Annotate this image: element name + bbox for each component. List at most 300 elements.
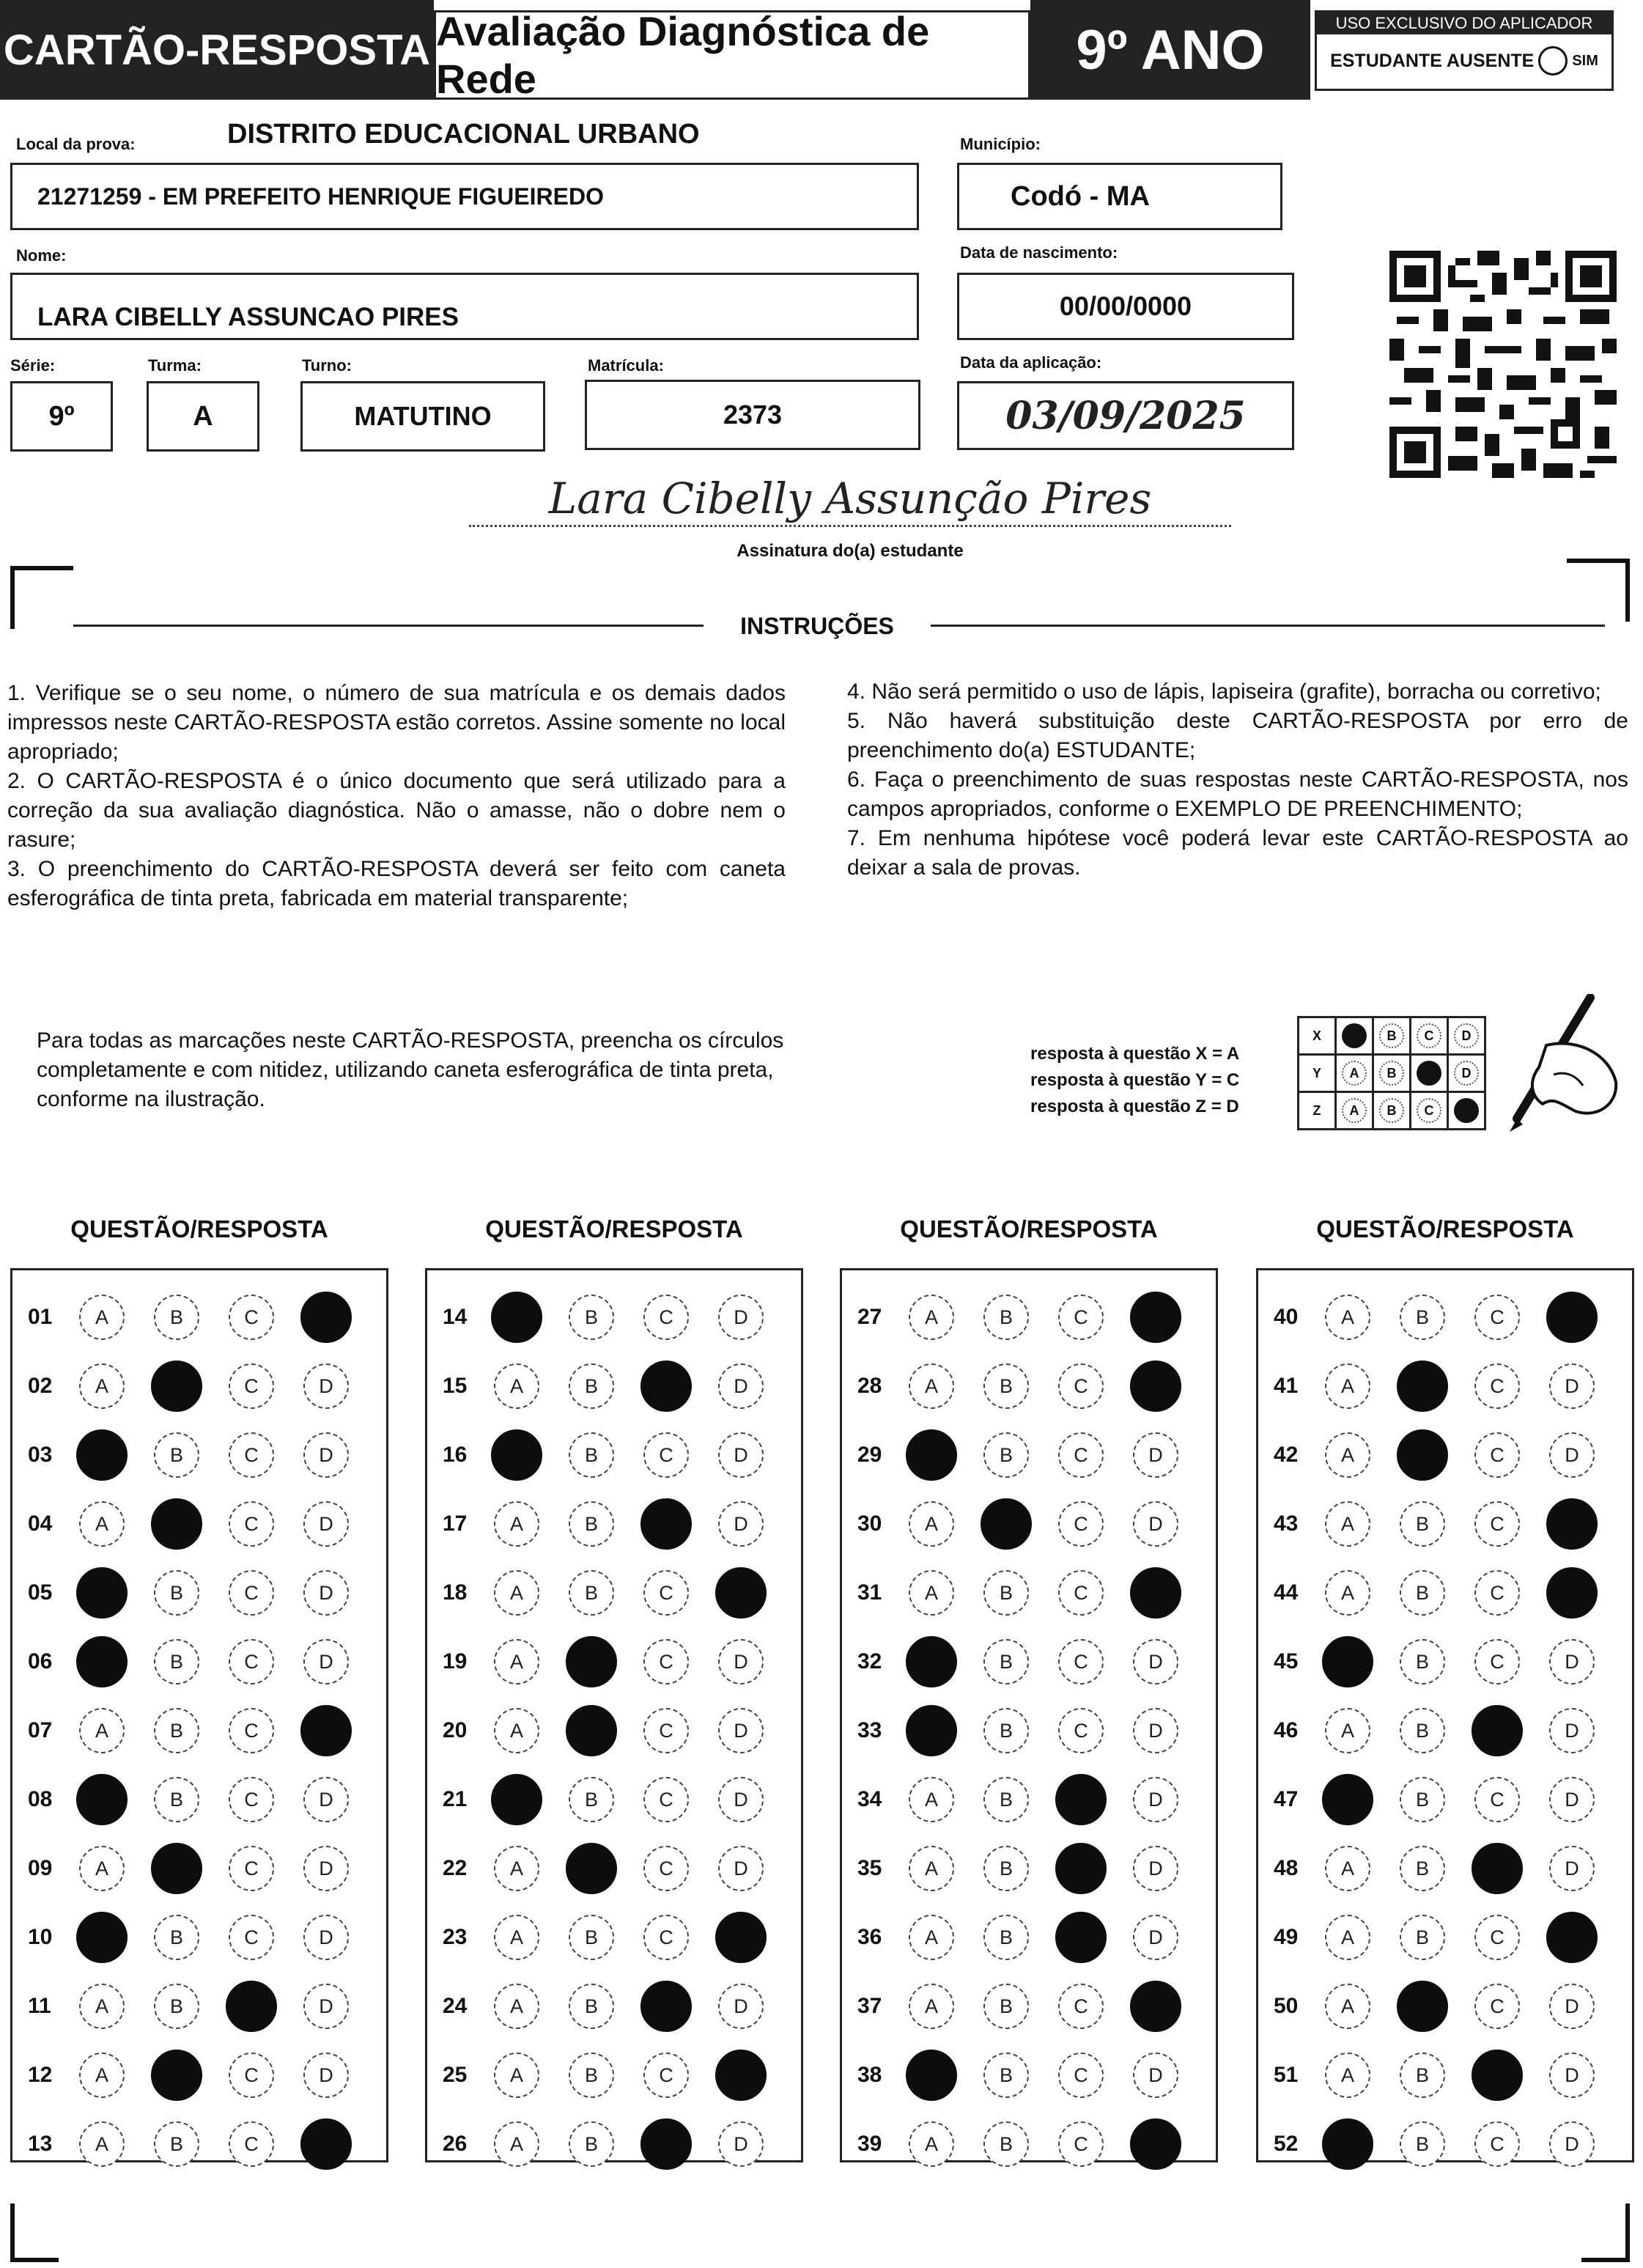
answer-row — [1262, 2042, 1624, 2108]
answer-bubble-a[interactable]: A — [1325, 1501, 1370, 1547]
answer-bubble-c[interactable]: C — [1474, 1295, 1520, 1340]
answer-row — [431, 1904, 793, 1970]
answer-bubble-c[interactable]: C — [1474, 1777, 1520, 1822]
answer-bubble-a[interactable]: A — [1322, 1774, 1373, 1825]
answer-bubble-b[interactable]: B — [1397, 1981, 1448, 2032]
answer-bubble-c[interactable]: C — [229, 1846, 274, 1891]
answer-bubble-b[interactable]: B — [569, 1432, 614, 1478]
answer-bubble-c[interactable]: C — [1474, 2121, 1520, 2167]
answer-bubble-d[interactable]: D — [1133, 2052, 1178, 2098]
example-cell — [1373, 1017, 1411, 1055]
answer-row — [16, 1836, 378, 1901]
question-number: 46 — [1274, 1718, 1299, 1742]
answer-bubble-d[interactable]: D — [1133, 1501, 1178, 1547]
answer-bubble-c[interactable]: C — [226, 1981, 277, 2032]
answer-bubble-b[interactable]: B — [151, 1498, 202, 1550]
question-number: 25 — [443, 2063, 468, 2087]
serie-field: 9º — [10, 381, 113, 452]
answer-column-title: QUESTÃO/RESPOSTA — [70, 1215, 328, 1242]
answer-bubble-d[interactable]: D — [303, 1639, 349, 1685]
answer-bubble-d[interactable]: D — [1130, 1981, 1181, 2032]
question-number: 33 — [857, 1718, 882, 1742]
answer-row — [1262, 1836, 1624, 1901]
answer-bubble-a[interactable]: A — [76, 1567, 128, 1619]
answer-bubble-a[interactable]: A — [494, 1501, 539, 1547]
turma-label: Turma: — [148, 356, 202, 375]
answer-row — [431, 2111, 793, 2177]
answer-bubble-d[interactable]: D — [303, 1363, 349, 1409]
answer-bubble-d[interactable]: D — [300, 1292, 352, 1343]
question-number: 51 — [1274, 2063, 1299, 2087]
answer-bubble-c[interactable]: C — [229, 1501, 274, 1547]
answer-bubble-b[interactable]: B — [983, 1295, 1029, 1340]
answer-bubble-d[interactable]: D — [1133, 1432, 1178, 1478]
answer-bubble-b[interactable]: B — [981, 1498, 1032, 1550]
answer-bubble-b[interactable]: B — [154, 1915, 199, 1960]
question-number: 24 — [443, 1994, 468, 2018]
answer-bubble-c[interactable]: C — [1474, 1915, 1520, 1960]
answer-bubble-b[interactable]: B — [569, 2121, 614, 2167]
answer-bubble-c[interactable]: C — [1472, 2050, 1523, 2101]
answer-bubble-c[interactable]: C — [1058, 1295, 1104, 1340]
answer-bubble-a[interactable]: A — [1325, 1570, 1370, 1616]
aplicacao-date: 03/09/2025 — [1005, 393, 1246, 438]
answer-bubble-d[interactable]: D — [718, 1984, 764, 2029]
answer-bubble-d[interactable]: D — [718, 1846, 764, 1891]
answer-bubble-b[interactable]: B — [154, 1984, 199, 2029]
answer-bubble-c[interactable]: C — [1472, 1843, 1523, 1894]
answer-bubble-a[interactable]: A — [494, 1984, 539, 2029]
answer-bubble-c[interactable]: C — [643, 1639, 689, 1685]
answer-row — [431, 1422, 793, 1488]
answer-bubble-a[interactable]: A — [79, 1708, 125, 1753]
answer-bubble-a[interactable]: A — [76, 1636, 128, 1687]
answer-bubble-b[interactable]: B — [983, 1432, 1029, 1478]
answer-bubble-b[interactable]: B — [1400, 2052, 1445, 2098]
example-cell — [1411, 1092, 1448, 1130]
answer-bubble-d[interactable]: D — [1546, 1567, 1598, 1619]
answer-bubble-b[interactable]: B — [151, 2050, 202, 2101]
answer-bubble-a[interactable]: A — [494, 2052, 539, 2098]
answer-bubble-c[interactable]: C — [229, 2121, 274, 2167]
question-number: 29 — [857, 1443, 882, 1467]
answer-bubble-b[interactable]: B — [983, 2052, 1029, 2098]
answer-bubble-a[interactable]: A — [1325, 1708, 1370, 1753]
answer-bubble-d[interactable]: D — [1549, 1432, 1595, 1478]
answer-row — [846, 2111, 1208, 2177]
question-number: 09 — [28, 1856, 53, 1880]
answer-bubble-a[interactable]: A — [79, 1501, 125, 1547]
answer-bubble-c[interactable]: C — [1474, 1570, 1520, 1616]
answer-bubble-d[interactable]: D — [1133, 1639, 1178, 1685]
example-bubble-d: D — [1454, 1098, 1479, 1123]
answer-bubble-d[interactable]: D — [303, 2052, 349, 2098]
answer-bubble-d[interactable]: D — [303, 1777, 349, 1822]
answer-bubble-a[interactable]: A — [909, 1846, 954, 1891]
answer-bubble-d[interactable]: D — [1130, 1292, 1181, 1343]
answer-bubble-b[interactable]: B — [154, 1432, 199, 1478]
answer-bubble-c[interactable]: C — [229, 1570, 274, 1616]
answer-bubble-c[interactable]: C — [1058, 2052, 1104, 2098]
answer-bubble-b[interactable]: B — [569, 2052, 614, 2098]
answer-bubble-c[interactable]: C — [1058, 1363, 1104, 1409]
answer-bubble-b[interactable]: B — [1400, 1915, 1445, 1960]
answer-bubble-c[interactable]: C — [1474, 1501, 1520, 1547]
answer-bubble-a[interactable]: A — [79, 1846, 125, 1891]
example-cell — [1336, 1092, 1373, 1130]
answer-bubble-a[interactable]: A — [909, 1915, 954, 1960]
answer-bubble-a[interactable]: A — [76, 1774, 128, 1825]
answer-bubble-c[interactable]: C — [643, 2052, 689, 2098]
example-cell — [1411, 1017, 1448, 1055]
signature-label: Assinatura do(a) estudante — [736, 541, 964, 561]
answer-bubble-a[interactable]: A — [909, 1984, 954, 2029]
answer-bubble-b[interactable]: B — [569, 1570, 614, 1616]
answer-bubble-b[interactable]: B — [1397, 1361, 1448, 1412]
answer-bubble-c[interactable]: C — [1058, 1639, 1104, 1685]
answer-row — [1262, 1560, 1624, 1626]
answer-bubble-a[interactable]: A — [494, 1570, 539, 1616]
answer-bubble-b[interactable]: B — [1400, 1777, 1445, 1822]
answer-bubble-a[interactable]: A — [909, 1295, 954, 1340]
answer-bubble-b[interactable]: B — [569, 1363, 614, 1409]
question-number: 19 — [443, 1649, 468, 1674]
answer-bubble-a[interactable]: A — [79, 1984, 125, 2029]
answer-bubble-b[interactable]: B — [983, 2121, 1029, 2167]
example-row-label: Z — [1299, 1092, 1336, 1130]
answer-bubble-d[interactable]: D — [1549, 2121, 1595, 2167]
answer-bubble-c[interactable]: C — [643, 1777, 689, 1822]
answer-bubble-b[interactable]: B — [983, 1984, 1029, 2029]
answer-row — [846, 1836, 1208, 1901]
answer-bubble-b[interactable]: B — [983, 1708, 1029, 1753]
answer-row — [431, 1560, 793, 1626]
answer-bubble-a[interactable]: A — [76, 1429, 128, 1481]
absent-label: ESTUDANTE AUSENTE — [1330, 50, 1535, 71]
answer-bubble-c[interactable]: C — [229, 1639, 274, 1685]
nascimento-field: 00/00/0000 — [957, 273, 1294, 340]
question-number: 35 — [857, 1856, 882, 1880]
instructions-left — [7, 679, 786, 913]
question-number: 34 — [857, 1787, 882, 1811]
answer-bubble-b[interactable]: B — [1397, 1429, 1448, 1481]
answer-bubble-d[interactable]: D — [1130, 2118, 1181, 2170]
corner-mark-bottom-left — [10, 2203, 59, 2262]
answer-row — [846, 2042, 1208, 2108]
question-number: 50 — [1274, 1994, 1299, 2018]
answer-bubble-b[interactable]: B — [154, 1777, 199, 1822]
answer-bubble-b[interactable]: B — [1400, 1639, 1445, 1685]
answer-bubble-a[interactable]: A — [909, 1363, 954, 1409]
answer-bubble-d[interactable]: D — [718, 1501, 764, 1547]
answer-bubble-d[interactable]: D — [303, 1984, 349, 2029]
answer-bubble-c[interactable]: C — [1058, 1708, 1104, 1753]
question-number: 31 — [857, 1580, 882, 1605]
answer-bubble-b[interactable]: B — [151, 1361, 202, 1412]
answer-row — [16, 1698, 378, 1764]
example-cell — [1336, 1017, 1373, 1055]
answer-bubble-d[interactable]: D — [718, 1708, 764, 1753]
answer-bubble-a[interactable]: A — [906, 1636, 957, 1687]
answer-row — [846, 1698, 1208, 1764]
answer-row — [16, 1973, 378, 2039]
answer-column-title: QUESTÃO/RESPOSTA — [485, 1215, 743, 1242]
answer-bubble-d[interactable]: D — [1546, 1498, 1598, 1550]
answer-bubble-b[interactable]: B — [983, 1915, 1029, 1960]
answer-row — [16, 1491, 378, 1557]
question-number: 27 — [857, 1305, 882, 1329]
answer-row — [16, 2042, 378, 2108]
answer-bubble-a[interactable]: A — [494, 1846, 539, 1891]
answer-bubble-c[interactable]: C — [229, 1708, 274, 1753]
answer-bubble-a[interactable]: A — [906, 1705, 957, 1756]
answer-bubble-a[interactable]: A — [909, 2121, 954, 2167]
answer-bubble-b[interactable]: B — [983, 1363, 1029, 1409]
answer-bubble-a[interactable]: A — [1325, 1984, 1370, 2029]
answer-bubble-c[interactable]: C — [1055, 1774, 1107, 1825]
answer-bubble-b[interactable]: B — [151, 1843, 202, 1894]
answer-bubble-d[interactable]: D — [1130, 1567, 1181, 1619]
answer-bubble-a[interactable]: A — [79, 2121, 125, 2167]
question-number: 10 — [28, 1925, 53, 1949]
answer-bubble-b[interactable]: B — [569, 1984, 614, 2029]
answer-bubble-b[interactable]: B — [154, 1570, 199, 1616]
answer-bubble-a[interactable]: A — [494, 1915, 539, 1960]
question-number: 21 — [443, 1787, 468, 1811]
answer-bubble-b[interactable]: B — [154, 1708, 199, 1753]
answer-bubble-c[interactable]: C — [1058, 1501, 1104, 1547]
answer-bubble-a[interactable]: A — [1322, 2118, 1373, 2170]
answer-bubble-d[interactable]: D — [1549, 1639, 1595, 1685]
answer-row — [431, 1491, 793, 1557]
answer-bubble-d[interactable]: D — [718, 1295, 764, 1340]
answer-bubble-c[interactable]: C — [1472, 1705, 1523, 1756]
question-number: 12 — [28, 2063, 53, 2087]
answer-bubble-c[interactable]: C — [229, 1915, 274, 1960]
answer-bubble-d[interactable]: D — [718, 1432, 764, 1478]
answer-row — [16, 1422, 378, 1488]
question-number: 11 — [28, 1994, 51, 2018]
answer-bubble-d[interactable]: D — [303, 1432, 349, 1478]
answer-bubble-c[interactable]: C — [640, 2118, 692, 2170]
answer-bubble-a[interactable]: A — [494, 1639, 539, 1685]
municipio-label: Município: — [960, 135, 1041, 153]
answer-bubble-c[interactable]: C — [643, 1915, 689, 1960]
answer-row — [431, 1629, 793, 1695]
example-row-label: Y — [1299, 1055, 1336, 1092]
answer-bubble-b[interactable]: B — [154, 1639, 199, 1685]
answer-bubble-a[interactable]: A — [494, 2121, 539, 2167]
instruction-2: 2. O CARTÃO-RESPOSTA é o único documento que será utilizado para a correção da sua avaliação diagnóstica. Não o amasse, não o dobre nem o rasure; — [7, 769, 786, 852]
answer-bubble-b[interactable]: B — [566, 1636, 617, 1687]
question-number: 39 — [857, 2132, 882, 2156]
answer-bubble-c[interactable]: C — [1474, 1639, 1520, 1685]
answer-bubble-d[interactable]: D — [1549, 1846, 1595, 1891]
answer-row — [1262, 1904, 1624, 1970]
answer-bubble-d[interactable]: D — [718, 1363, 764, 1409]
example-cell — [1411, 1055, 1448, 1092]
answer-bubble-d[interactable]: D — [1133, 1846, 1178, 1891]
example-cell — [1373, 1092, 1411, 1130]
answer-row — [16, 1904, 378, 1970]
answer-bubble-d[interactable]: D — [303, 1846, 349, 1891]
answer-bubble-a[interactable]: A — [1325, 1363, 1370, 1409]
answer-bubble-c[interactable]: C — [229, 1363, 274, 1409]
answer-row — [1262, 1353, 1624, 1419]
answer-bubble-d[interactable]: D — [715, 1912, 767, 1963]
answer-row — [16, 1284, 378, 1350]
answer-bubble-b[interactable]: B — [569, 1295, 614, 1340]
question-number: 52 — [1274, 2132, 1299, 2156]
answer-bubble-a[interactable]: A — [79, 1295, 125, 1340]
answer-bubble-a[interactable]: A — [909, 1570, 954, 1616]
answer-bubble-a[interactable]: A — [79, 1363, 125, 1409]
answer-bubble-d[interactable]: D — [1133, 1708, 1178, 1753]
answer-bubble-c[interactable]: C — [1058, 1570, 1104, 1616]
answer-bubble-a[interactable]: A — [1325, 2052, 1370, 2098]
answer-bubble-c[interactable]: C — [643, 1432, 689, 1478]
answer-bubble-a[interactable]: A — [909, 1777, 954, 1822]
answer-bubble-a[interactable]: A — [491, 1292, 542, 1343]
answer-row — [846, 1422, 1208, 1488]
answer-bubble-d[interactable]: D — [718, 1777, 764, 1822]
answer-row — [431, 1836, 793, 1901]
answer-bubble-d[interactable]: D — [1549, 1363, 1595, 1409]
answer-bubble-c[interactable]: C — [643, 1295, 689, 1340]
answer-bubble-b[interactable]: B — [154, 2121, 199, 2167]
answer-bubble-d[interactable]: D — [715, 2050, 767, 2101]
answer-bubble-b[interactable]: B — [1400, 1501, 1445, 1547]
question-number: 18 — [443, 1580, 468, 1605]
answer-bubble-a[interactable]: A — [1325, 1915, 1370, 1960]
absent-checkbox[interactable] — [1538, 46, 1568, 76]
answer-bubble-b[interactable]: B — [1400, 1846, 1445, 1891]
answer-bubble-c[interactable]: C — [229, 1432, 274, 1478]
example-bubble-d: D — [1454, 1061, 1479, 1086]
answer-bubble-c[interactable]: C — [1474, 1984, 1520, 2029]
answer-bubble-a[interactable]: A — [79, 2052, 125, 2098]
answer-bubble-b[interactable]: B — [983, 1639, 1029, 1685]
answer-bubble-a[interactable]: A — [906, 1429, 957, 1481]
example-legend — [1030, 1041, 1239, 1120]
question-number: 45 — [1274, 1649, 1299, 1674]
answer-bubble-b[interactable]: B — [569, 1915, 614, 1960]
answer-bubble-a[interactable]: A — [1325, 1295, 1370, 1340]
example-legend-z: resposta à questão Z = D — [1030, 1097, 1239, 1116]
student-signature: Lara Cibelly Assunção Pires — [548, 474, 1152, 523]
answer-row — [1262, 1629, 1624, 1695]
answer-bubble-c[interactable]: C — [229, 1295, 274, 1340]
answer-bubble-d[interactable]: D — [718, 2121, 764, 2167]
answer-bubble-d[interactable]: D — [303, 1915, 349, 1960]
answer-bubble-a[interactable]: A — [494, 1363, 539, 1409]
answer-bubble-b[interactable]: B — [1400, 1708, 1445, 1753]
answer-bubble-c[interactable]: C — [1474, 1432, 1520, 1478]
answer-bubble-a[interactable]: A — [76, 1912, 128, 1963]
answer-bubble-c[interactable]: C — [1058, 2121, 1104, 2167]
answer-bubble-d[interactable]: D — [1549, 1984, 1595, 2029]
answer-row — [1262, 2111, 1624, 2177]
answer-row — [846, 1973, 1208, 2039]
answer-bubble-b[interactable]: B — [983, 1777, 1029, 1822]
answer-bubble-a[interactable]: A — [491, 1429, 542, 1481]
answer-bubble-d[interactable]: D — [718, 1639, 764, 1685]
answer-bubble-c[interactable]: C — [1055, 1912, 1107, 1963]
answer-bubble-c[interactable]: C — [643, 1846, 689, 1891]
question-number: 03 — [28, 1443, 53, 1467]
answer-bubble-a[interactable]: A — [491, 1774, 542, 1825]
answer-bubble-b[interactable]: B — [566, 1705, 617, 1756]
answer-bubble-c[interactable]: C — [1058, 1984, 1104, 2029]
answer-bubble-d[interactable]: D — [300, 1705, 352, 1756]
answer-bubble-c[interactable]: C — [1474, 1363, 1520, 1409]
answer-bubble-a[interactable]: A — [909, 1501, 954, 1547]
answer-bubble-c[interactable]: C — [643, 1570, 689, 1616]
qr-code — [1389, 251, 1617, 478]
answer-bubble-a[interactable]: A — [1325, 1432, 1370, 1478]
answer-bubble-c[interactable]: C — [1055, 1843, 1107, 1894]
answer-bubble-d[interactable]: D — [715, 1567, 767, 1619]
corner-mark-bottom-right — [1581, 2203, 1630, 2262]
answer-bubble-d[interactable]: D — [1546, 1292, 1598, 1343]
answer-bubble-b[interactable]: B — [566, 1843, 617, 1894]
answer-bubble-d[interactable]: D — [1133, 1777, 1178, 1822]
answer-bubble-a[interactable]: A — [494, 1708, 539, 1753]
pen-hand-illustration — [1473, 994, 1620, 1141]
answer-bubble-d[interactable]: D — [1130, 1361, 1181, 1412]
answer-bubble-b[interactable]: B — [1400, 2121, 1445, 2167]
answer-bubble-b[interactable]: B — [569, 1777, 614, 1822]
answer-bubble-b[interactable]: B — [154, 1295, 199, 1340]
question-number: 47 — [1274, 1787, 1299, 1811]
matricula-label: Matrícula: — [588, 356, 664, 375]
answer-row — [431, 1698, 793, 1764]
answer-bubble-b[interactable]: B — [983, 1570, 1029, 1616]
answer-bubble-c[interactable]: C — [643, 1708, 689, 1753]
answer-bubble-a[interactable]: A — [1322, 1636, 1373, 1687]
answer-bubble-c[interactable]: C — [640, 1498, 692, 1550]
answer-bubble-a[interactable]: A — [1325, 1846, 1370, 1891]
answer-row — [16, 1629, 378, 1695]
answer-bubble-d[interactable]: D — [300, 2118, 352, 2170]
answer-bubble-c[interactable]: C — [229, 2052, 274, 2098]
answer-bubble-c[interactable]: C — [640, 1981, 692, 2032]
answer-bubble-d[interactable]: D — [1549, 2052, 1595, 2098]
answer-row — [16, 1767, 378, 1833]
answer-bubble-c[interactable]: C — [1058, 1432, 1104, 1478]
answer-bubble-d[interactable]: D — [303, 1501, 349, 1547]
answer-bubble-d[interactable]: D — [1546, 1912, 1598, 1963]
answer-bubble-c[interactable]: C — [229, 1777, 274, 1822]
answer-bubble-b[interactable]: B — [1400, 1570, 1445, 1616]
answer-bubble-d[interactable]: D — [1549, 1777, 1595, 1822]
answer-bubble-a[interactable]: A — [906, 2050, 957, 2101]
answer-bubble-d[interactable]: D — [303, 1570, 349, 1616]
answer-bubble-b[interactable]: B — [569, 1501, 614, 1547]
answer-bubble-b[interactable]: B — [983, 1846, 1029, 1891]
question-number: 04 — [28, 1512, 53, 1536]
question-number: 49 — [1274, 1925, 1299, 1949]
answer-bubble-b[interactable]: B — [1400, 1295, 1445, 1340]
answer-bubble-d[interactable]: D — [1133, 1915, 1178, 1960]
answer-row — [1262, 1491, 1624, 1557]
answer-row — [846, 1353, 1208, 1419]
question-number: 15 — [443, 1374, 468, 1398]
turma-field: A — [147, 381, 259, 452]
answer-bubble-d[interactable]: D — [1549, 1708, 1595, 1753]
question-number: 23 — [443, 1925, 468, 1949]
answer-bubble-c[interactable]: C — [640, 1361, 692, 1412]
